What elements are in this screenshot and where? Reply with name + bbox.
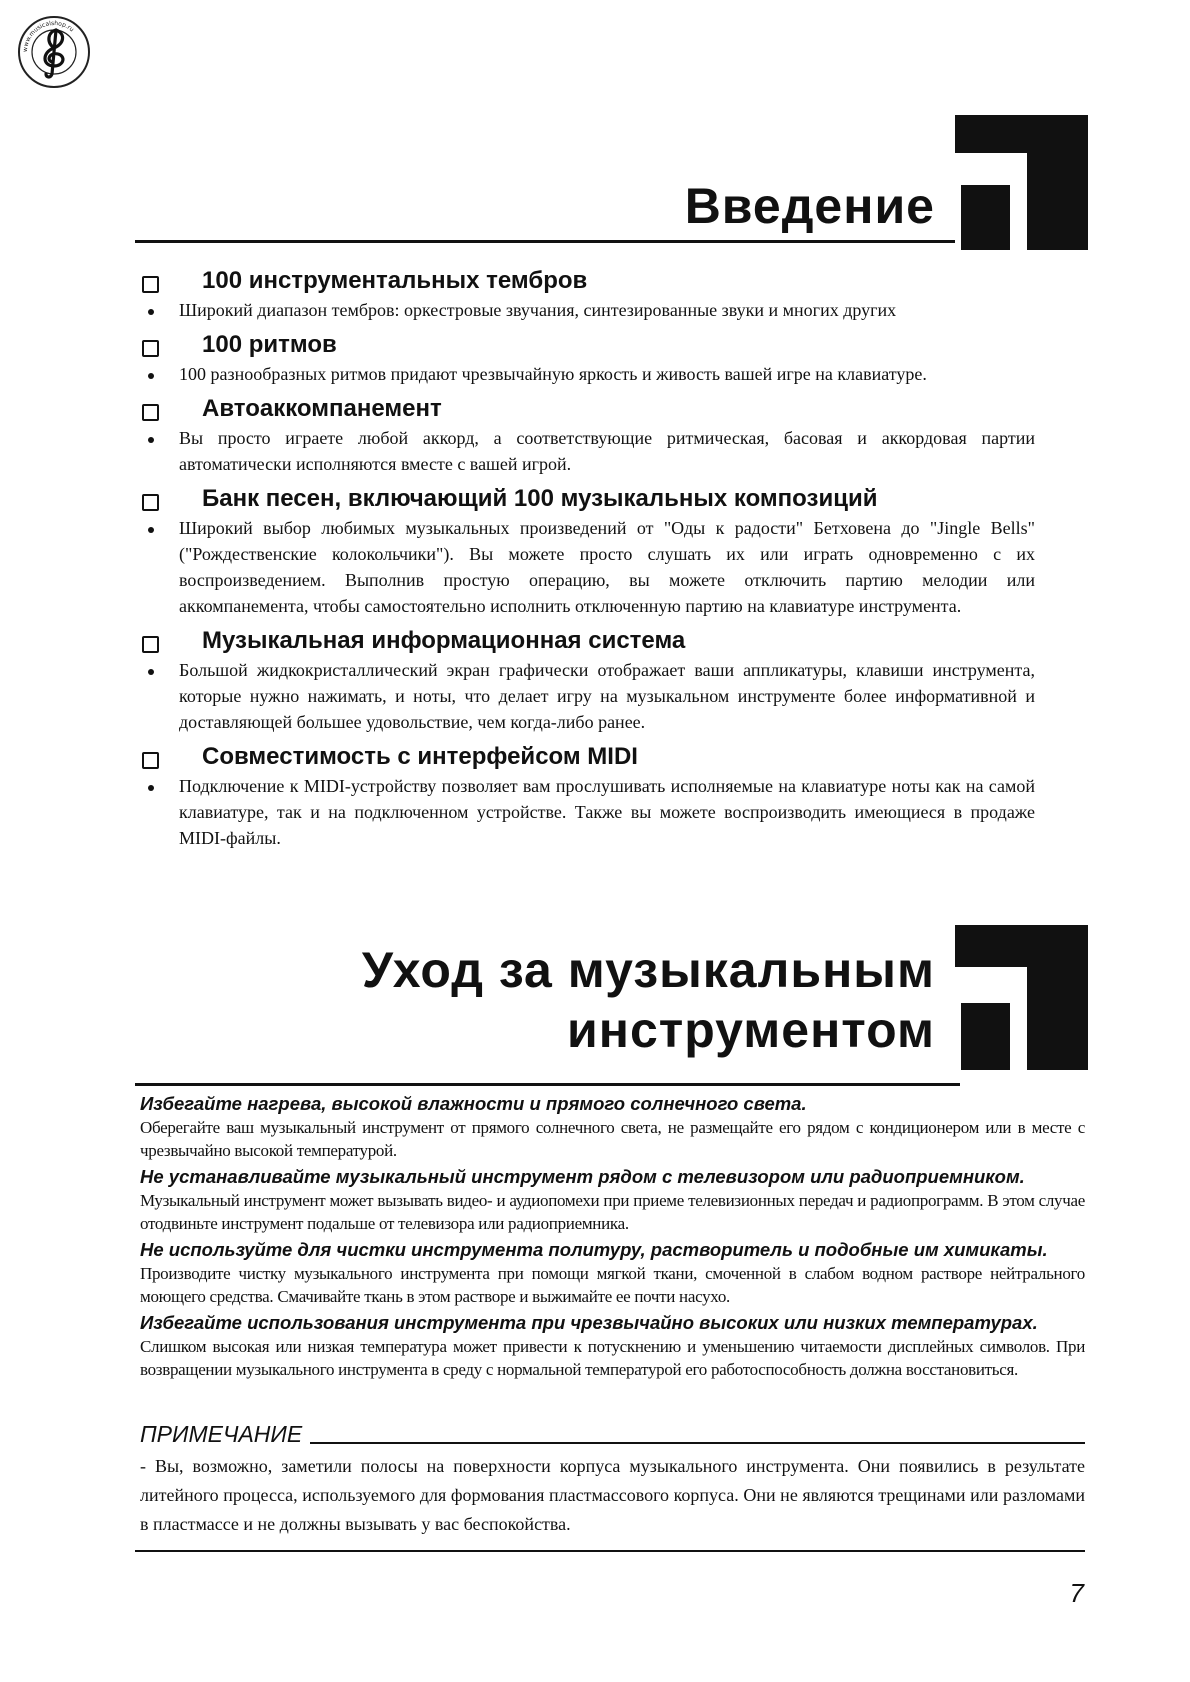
- care-title-rule: [135, 1083, 960, 1086]
- feature-text: Широкий выбор любимых музыкальных произведений от "Оды к радости" Бетховена до "Jingle Bells" ("Рождественские колокольчики"). Вы можете просто слушать их или играть одновременно с их воспроизведением. Выполнив простую операцию, вы можете отключить партию мелодии или аккомпанемента, чтобы самостоятельно исполнить отключенную партию на клавиатуре инструмента.: [179, 518, 1035, 616]
- treble-clef-seal-icon: [16, 14, 92, 90]
- feature-heading: Банк песен, включающий 100 музыкальных композиций: [202, 485, 878, 512]
- note-text: - Вы, возможно, заметили полосы на поверхности корпуса музыкального инструмента. Они появились в результате литейного процесса, используемого для формования пластмассового корпуса. Они не являются трещинами или разломами в пластмассе и не должны вызывать у вас беспокойства.: [140, 1456, 1085, 1534]
- care-item: [140, 1165, 1085, 1235]
- care-text: Оберегайте ваш музыкальный инструмент от прямого солнечного света, не размещайте его рядом с кондиционером или в месте с чрезвычайно высокой температурой.: [140, 1118, 1085, 1160]
- checkbox-square-icon: [142, 636, 159, 653]
- bullet-icon: [148, 527, 154, 533]
- care-title-line2: инструментом: [567, 1002, 935, 1058]
- care-heading: Избегайте использования инструмента при чрезвычайно высоких или низких температурах.: [140, 1312, 1038, 1333]
- page-number: 7: [1069, 1578, 1084, 1608]
- care-heading: Избегайте нагрева, высокой влажности и прямого солнечного света.: [140, 1093, 807, 1114]
- care-text: Производите чистку музыкального инструмента при помощи мягкой ткани, смоченной в слабом водном растворе нейтрального моющего средства. Смачивайте ткань в этом растворе и выжимайте ее почти насухо.: [140, 1264, 1085, 1306]
- bullet-icon: [148, 309, 154, 315]
- checkbox-square-icon: [142, 494, 159, 511]
- note-bottom-rule: [135, 1550, 1085, 1552]
- intro-title-rule: [135, 240, 960, 243]
- care-text: Музыкальный инструмент может вызывать видео- и аудиопомехи при приеме телевизионных передач и радиопрограмм. В этом случае отодвиньте инструмент подальше от телевизора или радиоприемника.: [140, 1191, 1085, 1233]
- feature-heading: 100 ритмов: [202, 331, 337, 358]
- checkbox-square-icon: [142, 752, 159, 769]
- care-heading: Не используйте для чистки инструмента политуру, растворитель и подобные им химикаты.: [140, 1239, 1048, 1260]
- care-text: Слишком высокая или низкая температура может привести к потускнению и уменьшению читаемости дисплейных символов. При возвращении музыкального инструмента в среду с нормальной температурой его работоспособность должна восстановиться.: [140, 1337, 1085, 1379]
- corner-block-icon: [955, 925, 1088, 1070]
- feature-text: 100 разнообразных ритмов придают чрезвычайную яркость и живость вашей игре на клавиатуре.: [179, 364, 927, 384]
- feature-item: [140, 483, 1035, 619]
- bullet-icon: [148, 785, 154, 791]
- feature-text: Подключение к MIDI-устройству позволяет вам прослушивать исполняемые на клавиатуре ноты как на самой клавиатуре, так и на подключенном устройстве. Также вы можете воспроизводить имеющиеся в продаже MIDI-файлы.: [179, 776, 1035, 848]
- bullet-icon: [148, 437, 154, 443]
- feature-item: [140, 625, 1035, 735]
- care-item: [140, 1238, 1085, 1308]
- feature-item: [140, 741, 1035, 851]
- intro-title: Введение: [684, 178, 935, 234]
- checkbox-square-icon: [142, 276, 159, 293]
- care-title: [362, 940, 935, 1060]
- bullet-icon: [148, 373, 154, 379]
- feature-item: [140, 265, 1035, 323]
- checkbox-square-icon: [142, 404, 159, 421]
- checkbox-square-icon: [142, 340, 159, 357]
- feature-text: Вы просто играете любой аккорд, а соответствующие ритмическая, басовая и аккордовая партии автоматически исполняются вместе с вашей игрой.: [179, 428, 1035, 474]
- feature-heading: 100 инструментальных тембров: [202, 267, 588, 294]
- note-title: ПРИМЕЧАНИЕ: [140, 1421, 303, 1447]
- bullet-icon: [148, 669, 154, 675]
- feature-heading: Музыкальная информационная система: [202, 627, 686, 654]
- feature-heading: Совместимость с интерфейсом MIDI: [202, 743, 638, 770]
- care-item: [140, 1311, 1085, 1381]
- feature-heading: Автоаккомпанемент: [202, 395, 442, 422]
- note-header: [140, 1415, 1085, 1449]
- care-title-line1: Уход за музыкальным: [361, 942, 935, 998]
- care-list: [140, 1092, 1085, 1384]
- feature-text: Широкий диапазон тембров: оркестровые звучания, синтезированные звуки и многих других: [179, 300, 897, 320]
- care-item: [140, 1092, 1085, 1162]
- care-heading: Не устанавливайте музыкальный инструмент рядом с телевизором или радиоприемником.: [140, 1166, 1025, 1187]
- note-title-rule: [310, 1442, 1085, 1444]
- features-list: [140, 265, 1035, 857]
- feature-text: Большой жидкокристаллический экран графически отображает ваши аппликатуры, клавиши инструмента, которые нужно нажимать, и ноты, что делает игру на музыкальном инструменте более информативной и доставляющей большее удовольствие, чем когда-либо ранее.: [179, 660, 1035, 732]
- logo-ring-text: www.musicalshop.ru: [21, 19, 76, 53]
- feature-item: [140, 329, 1035, 387]
- corner-block-icon: [955, 115, 1088, 250]
- feature-item: [140, 393, 1035, 477]
